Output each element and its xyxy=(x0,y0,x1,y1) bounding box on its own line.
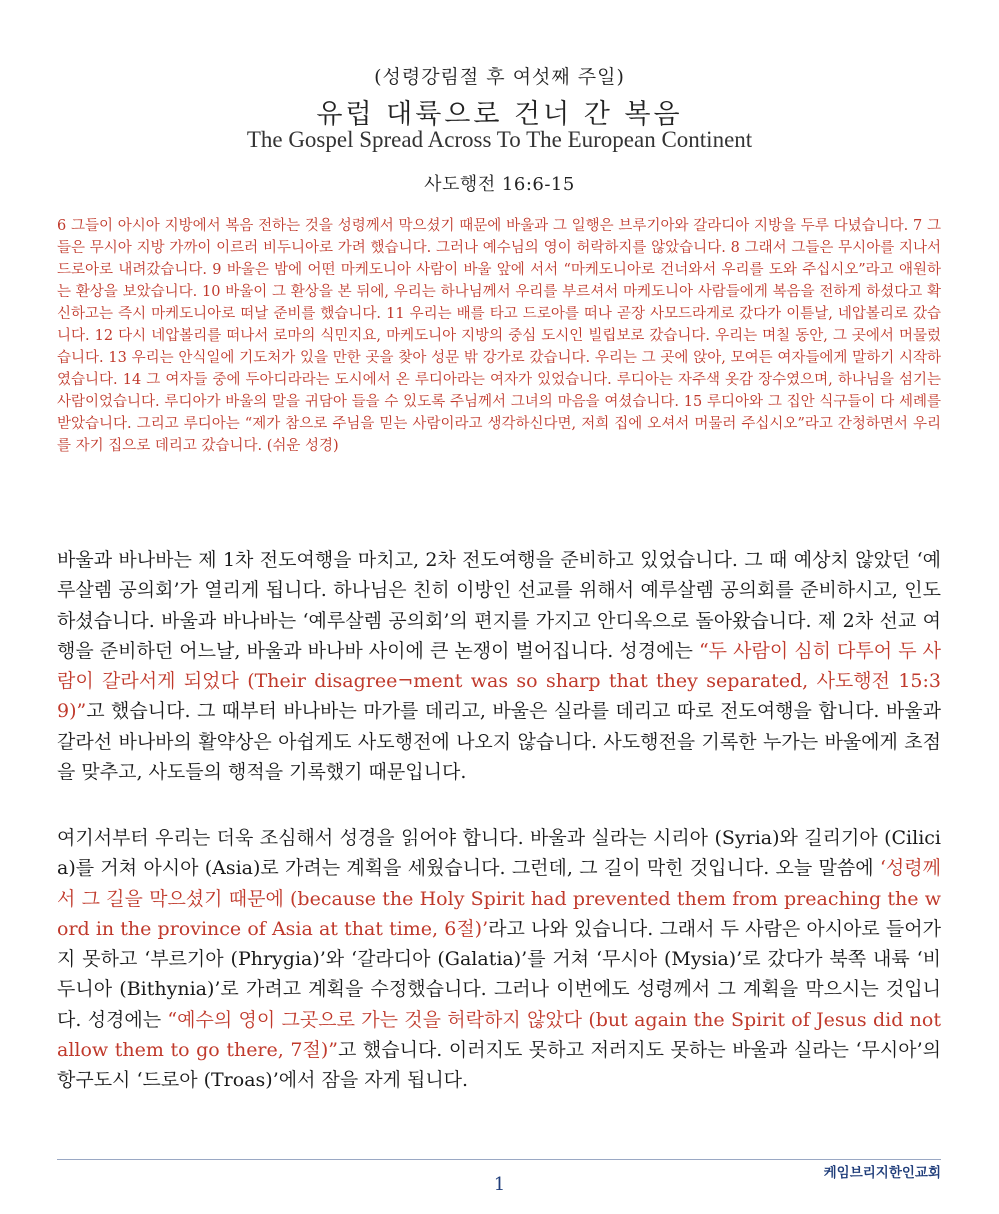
church-name: 케임브리지한인교회 xyxy=(823,1165,941,1181)
scripture-quote: “두 사람이 심히 다투어 두 사람이 갈라서게 되었다 (Their disagree¬ment was so sharp that they separated, 사도행전 15:39)” xyxy=(57,639,942,723)
paragraph-text: 고 했습니다. 그 때부터 바나바는 마가를 데리고, 바울은 실라를 데리고 따로 전도여행을 합니다. 바울과 갈라선 바나바의 활약상은 아쉽게도 사도행전에 나오지 않습니다. 사도행전을 기록한 누가는 바울에게 초점을 맞추고, 사도들의 행적을 기록했기 때문입니다. xyxy=(57,700,941,784)
scripture-quote: “예수의 영이 그곳으로 가는 것을 허락하지 않았다 (but again the Spirit of Jesus did not allow them to go there, 7절)” xyxy=(57,1008,941,1062)
sermon-occasion: (성령강림절 후 여섯째 주일) xyxy=(374,66,625,88)
sermon-title: 유럽 대륙으로 건너 간 복음 xyxy=(316,99,683,130)
footer-divider xyxy=(57,1159,941,1160)
page-number: 1 xyxy=(493,1174,506,1195)
scripture-passage: 6 그들이 아시아 지방에서 복음 전하는 것을 성령께서 막으셨기 때문에 바울과 그 일행은 브루기아와 갈라디아 지방을 두루 다녔습니다. 7 그들은 무시아 지방 가까이 이르러 비두니아로 가려 했습니다. 그러나 예수님의 영이 허락하지를 않았습니다. 8 그래서 그들은 무시아를 지나서 드로아로 내려갔습니다. 9 바울은 밤에 어떤 마케도니아 사람이 바울 앞에 서서 “마케도니아로 건너와서 우리를 도와 주십시오”라고 애원하는 환상을 보았습니다. 10 바울이 그 환상을 본 뒤에, 우리는 하나님께서 우리를 부르셔서 마케도니아 사람들에게 복음을 전하게 하셨다고 확신하고는 즉시 마케도니아로 떠날 준비를 했습니다. 11 우리는 배를 타고 드로아를 떠나 곧장 사모드라게로 갔다가 이튿날, 네압볼리로 갔습니다. 12 다시 네압볼리를 떠나서 로마의 식민지요, 마케도니아 지방의 중심 도시인 빌립보로 갔습니다. 우리는 며칠 동안, 그 곳에서 머물렀습니다. 13 우리는 안식일에 기도처가 있을 만한 곳을 찾아 성문 밖 강가로 갔습니다. 우리는 그 곳에 앉아, 모여든 여자들에게 말하기 시작하였습니다. 14 그 여자들 중에 두아디라라는 도시에서 온 루디아라는 여자가 있었습니다. 루디아는 자주색 옷감 장수였으며, 하나님을 섬기는 사람이었습니다. 루디아가 바울의 말을 귀담아 들을 수 있도록 주님께서 그녀의 마음을 여셨습니다. 15 루디아와 그 집안 식구들이 다 세례를 받았습니다. 그리고 루디아는 “제가 참으로 주님을 믿는 사람이라고 생각하신다면, 저희 집에 오셔서 머물러 주십시오”라고 간청하면서 우리를 자기 집으로 데리고 갔습니다. (쉬운 성경) xyxy=(57,218,941,454)
scripture-quote: ‘성령께서 그 길을 막으셨기 때문에 (because the Holy Spirit had prevented them from preaching the word in the province of Asia at that time, 6절)’ xyxy=(57,857,941,940)
body-paragraph-1 xyxy=(57,545,941,787)
paragraph-text: 라고 나와 있습니다. 그래서 두 사람은 아시아로 들어가지 못하고 ‘부르기아 (Phrygia)’와 ‘갈라디아 (Galatia)’를 거쳐 ‘무시아 (Mysia)’로 갔다가 북쪽 내륙 ‘비두니아 (Bithynia)’로 가려고 계획을 수정했습니다. 그러나 이번에도 성령께서 그 계획을 막으시는 것입니다. 성경에는 xyxy=(57,917,941,1031)
sermon-title-english: The Gospel Spread Across To The European Continent xyxy=(246,127,753,152)
body-paragraph-2 xyxy=(57,823,941,1096)
paragraph-text: 고 했습니다. 이러지도 못하고 저러지도 못하는 바울과 실라는 ‘무시아’의 항구도시 ‘드로아 (Troas)’에서 잠을 자게 됩니다. xyxy=(57,1039,941,1092)
paragraph-text: 바울과 바나바는 제 1차 전도여행을 마치고, 2차 전도여행을 준비하고 있었습니다. 그 때 예상치 않았던 ‘예루살렘 공의회’가 열리게 됩니다. 하나님은 친히 이방인 선교를 위해서 예루살렘 공의회를 준비하시고, 인도하셨습니다. 바울과 바나바는 ‘예루살렘 공의회’의 편지를 가지고 안디옥으로 돌아왔습니다. 제 2차 선교 여행을 준비하던 어느날, 바울과 바나바 사이에 큰 논쟁이 벌어집니다. 성경에는 xyxy=(57,549,941,662)
paragraph-text: 여기서부터 우리는 더욱 조심해서 성경을 읽어야 합니다. 바울과 실라는 시리아 (Syria)와 길리기아 (Cilicia)를 거쳐 아시아 (Asia)로 가려는 계획을 세웠습니다. 그런데, 그 길이 막힌 것입니다. 오늘 말씀에 xyxy=(57,827,941,880)
scripture-reference: 사도행전 16:6-15 xyxy=(424,174,575,195)
